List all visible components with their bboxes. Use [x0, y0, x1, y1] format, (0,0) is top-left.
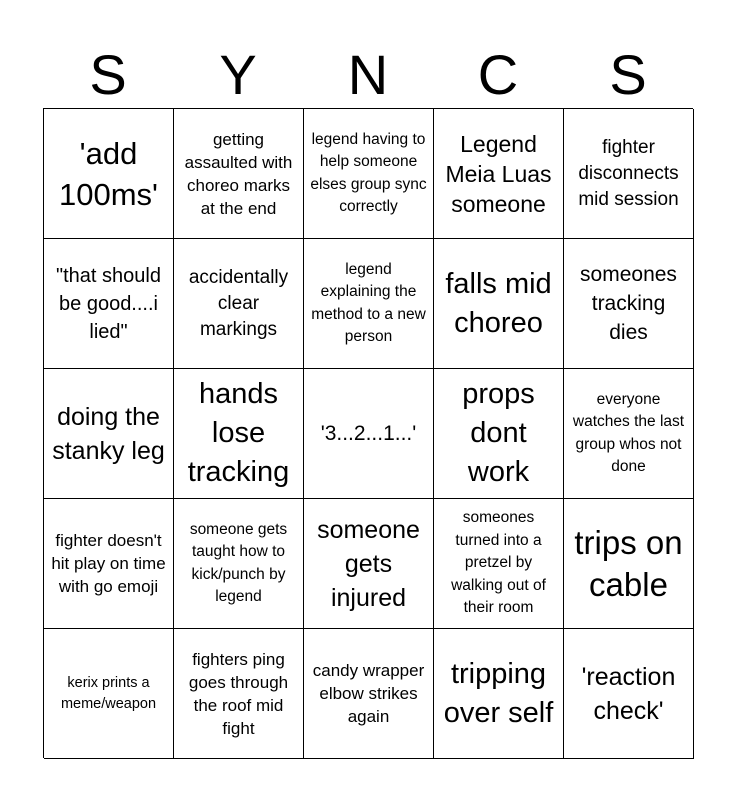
header-letter-s: S: [89, 43, 127, 106]
bingo-cell-text: legend explaining the method to a new person: [311, 260, 426, 345]
bingo-cell-text: fighter disconnects mid session: [578, 136, 679, 210]
bingo-cell-r2c3[interactable]: [304, 239, 434, 369]
header-letter-c: C: [477, 43, 519, 106]
bingo-cell-r5c4[interactable]: [434, 629, 564, 759]
bingo-cell-r5c1[interactable]: [44, 629, 174, 759]
bingo-header: [43, 42, 693, 108]
bingo-cell-text: legend having to help someone elses group sync correctly: [310, 130, 427, 215]
bingo-cell-text: doing the stanky leg: [52, 402, 165, 465]
bingo-cell-r2c4[interactable]: [434, 239, 564, 369]
bingo-cell-text: 'add 100ms': [59, 135, 158, 212]
bingo-cell-r1c3[interactable]: [304, 109, 434, 239]
bingo-cell-text: tripping over self: [443, 657, 554, 729]
bingo-cell-r3c1[interactable]: [44, 369, 174, 499]
bingo-cell-r4c4[interactable]: [434, 499, 564, 629]
bingo-cell-text: fighters ping goes through the roof mid fight: [188, 649, 289, 738]
bingo-cell-r4c2[interactable]: [174, 499, 304, 629]
bingo-cell-r3c5[interactable]: [564, 369, 694, 499]
bingo-cell-r4c3[interactable]: [304, 499, 434, 629]
bingo-cell-r5c2[interactable]: [174, 629, 304, 759]
bingo-cell-r3c4[interactable]: [434, 369, 564, 499]
bingo-cell-text: someones tracking dies: [580, 263, 677, 344]
bingo-cell-text: props dont work: [462, 378, 535, 488]
bingo-cell-text: 'reaction check': [581, 662, 676, 725]
bingo-cell-text: falls mid choreo: [445, 267, 552, 339]
bingo-cell-text: someone gets injured: [317, 515, 420, 612]
header-letter-y: Y: [219, 43, 257, 106]
bingo-cell-text: someone gets taught how to kick/punch by legend: [189, 520, 288, 605]
bingo-cell-r1c5[interactable]: [564, 109, 694, 239]
header-letter-n: N: [347, 43, 389, 106]
bingo-cell-text: fighter doesn't hit play on time with go emoji: [51, 531, 166, 596]
bingo-cell-r3c3[interactable]: [304, 369, 434, 499]
bingo-cell-text: hands lose tracking: [187, 378, 290, 488]
bingo-cell-r5c5[interactable]: [564, 629, 694, 759]
bingo-cell-text: Legend Meia Luas someone: [445, 130, 552, 217]
bingo-board: [43, 108, 693, 758]
bingo-cell-r1c4[interactable]: [434, 109, 564, 239]
bingo-cell-text: '3...2...1...': [320, 422, 417, 445]
bingo-cell-r4c1[interactable]: [44, 499, 174, 629]
bingo-cell-r5c3[interactable]: [304, 629, 434, 759]
bingo-cell-text: kerix prints a meme/weapon: [60, 674, 157, 712]
bingo-cell-r1c1[interactable]: [44, 109, 174, 239]
bingo-cell-text: accidentally clear markings: [188, 266, 289, 340]
bingo-cell-text: "that should be good....i lied": [56, 264, 161, 343]
bingo-cell-r3c2[interactable]: [174, 369, 304, 499]
bingo-cell-text: getting assaulted with choreo marks at the end: [184, 129, 293, 218]
bingo-cell-r2c5[interactable]: [564, 239, 694, 369]
bingo-cell-text: everyone watches the last group whos not done: [572, 390, 685, 475]
bingo-cell-r2c1[interactable]: [44, 239, 174, 369]
bingo-cell-r1c2[interactable]: [174, 109, 304, 239]
bingo-cell-text: trips on cable: [574, 523, 683, 603]
bingo-cell-r4c5[interactable]: [564, 499, 694, 629]
bingo-cell-r2c2[interactable]: [174, 239, 304, 369]
bingo-cell-text: someones turned into a pretzel by walking out of their room: [451, 509, 546, 617]
bingo-cell-text: candy wrapper elbow strikes again: [312, 661, 425, 726]
header-letter-s2: S: [609, 43, 647, 106]
